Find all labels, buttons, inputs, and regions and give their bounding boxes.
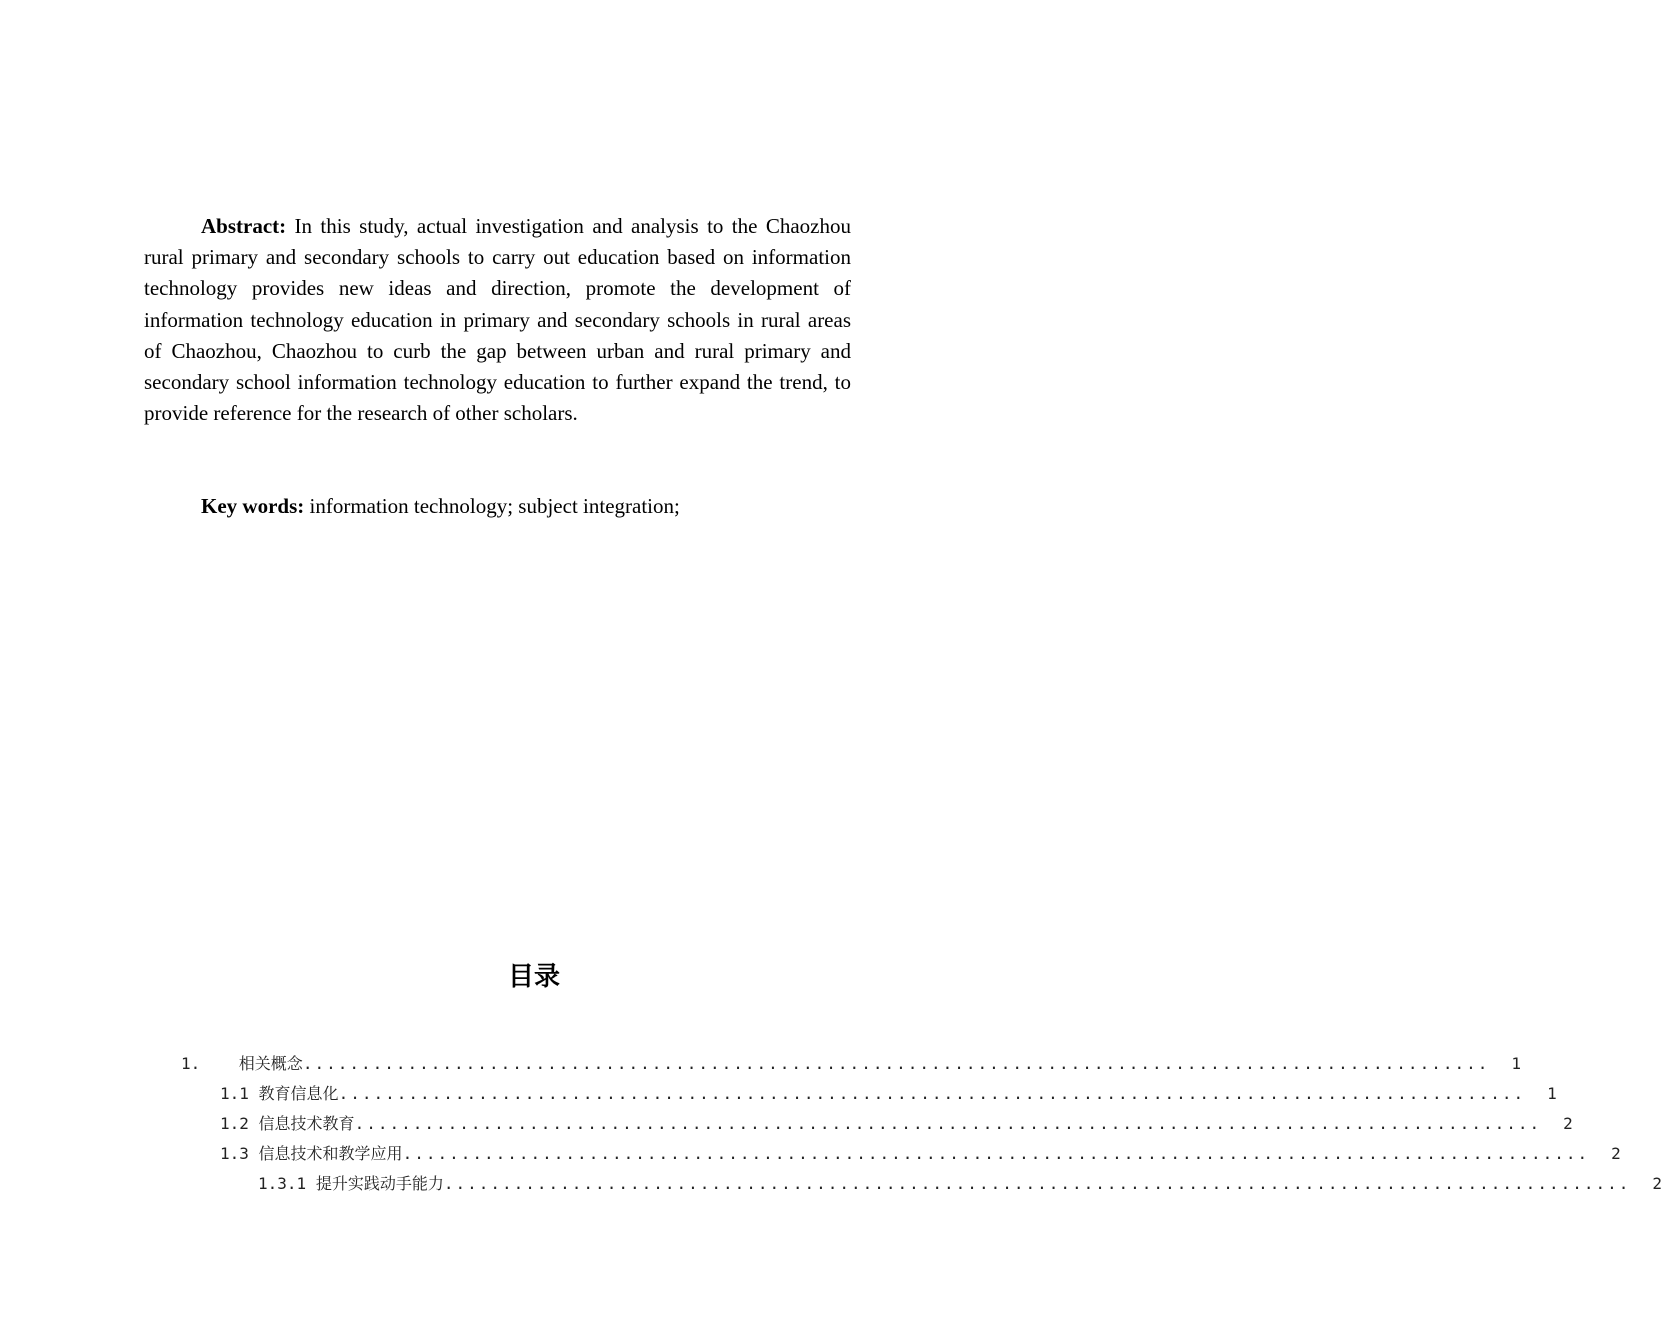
toc-entry-label: 相关概念 <box>238 1054 303 1073</box>
toc-leader-dots: ...................................................................................................... <box>402 1144 1590 1163</box>
toc-entry-number: 1. <box>181 1054 201 1073</box>
toc-entry-page: 2 <box>1563 1114 1573 1133</box>
toc-entry[interactable] <box>220 1139 1621 1169</box>
toc-entry[interactable] <box>220 1109 1573 1139</box>
toc-entry-page: 1 <box>1547 1084 1557 1103</box>
toc-entry[interactable] <box>220 1079 1557 1109</box>
toc-entry[interactable] <box>258 1169 1662 1199</box>
toc-leader-dots: ...................................................................................................... <box>443 1174 1631 1193</box>
toc-leader-dots: ...................................................................................................... <box>354 1114 1542 1133</box>
abstract-label: Abstract: <box>201 214 287 238</box>
keywords-text: information technology; subject integration; <box>304 494 680 518</box>
toc-entry-page: 1 <box>1511 1054 1521 1073</box>
abstract-text: In this study, actual investigation and analysis to the Chaozhou rural primary and secondary schools to carry out education based on information technology provides new ideas and direction, promote the development of information technology education in primary and secondary schools in rural areas of Chaozhou, Chaozhou to curb the gap between urban and rural primary and secondary school information technology education to further expand the trend, to provide reference for the research of other scholars. <box>144 214 851 426</box>
keywords-paragraph <box>144 491 851 522</box>
toc-entry-label: 教育信息化 <box>258 1084 339 1103</box>
toc-entry-number: 1.1 <box>220 1084 249 1103</box>
toc-leader-dots: ...................................................................................................... <box>338 1084 1526 1103</box>
abstract-paragraph <box>144 211 851 429</box>
toc-entry-number: 1.3.1 <box>258 1174 307 1193</box>
toc-entry[interactable] <box>181 1049 1521 1079</box>
toc-entry-label: 提升实践动手能力 <box>315 1174 444 1193</box>
keywords-label: Key words: <box>201 494 305 518</box>
toc-title: 目录 <box>507 962 560 992</box>
toc-entry-number: 1.3 <box>220 1144 249 1163</box>
toc-entry-label: 信息技术和教学应用 <box>258 1144 403 1163</box>
toc-leader-dots: ...................................................................................................... <box>302 1054 1490 1073</box>
toc-entry-number: 1.2 <box>220 1114 249 1133</box>
toc-entry-page: 2 <box>1652 1174 1662 1193</box>
toc-entry-label: 信息技术教育 <box>258 1114 355 1133</box>
toc-entry-page: 2 <box>1611 1144 1621 1163</box>
